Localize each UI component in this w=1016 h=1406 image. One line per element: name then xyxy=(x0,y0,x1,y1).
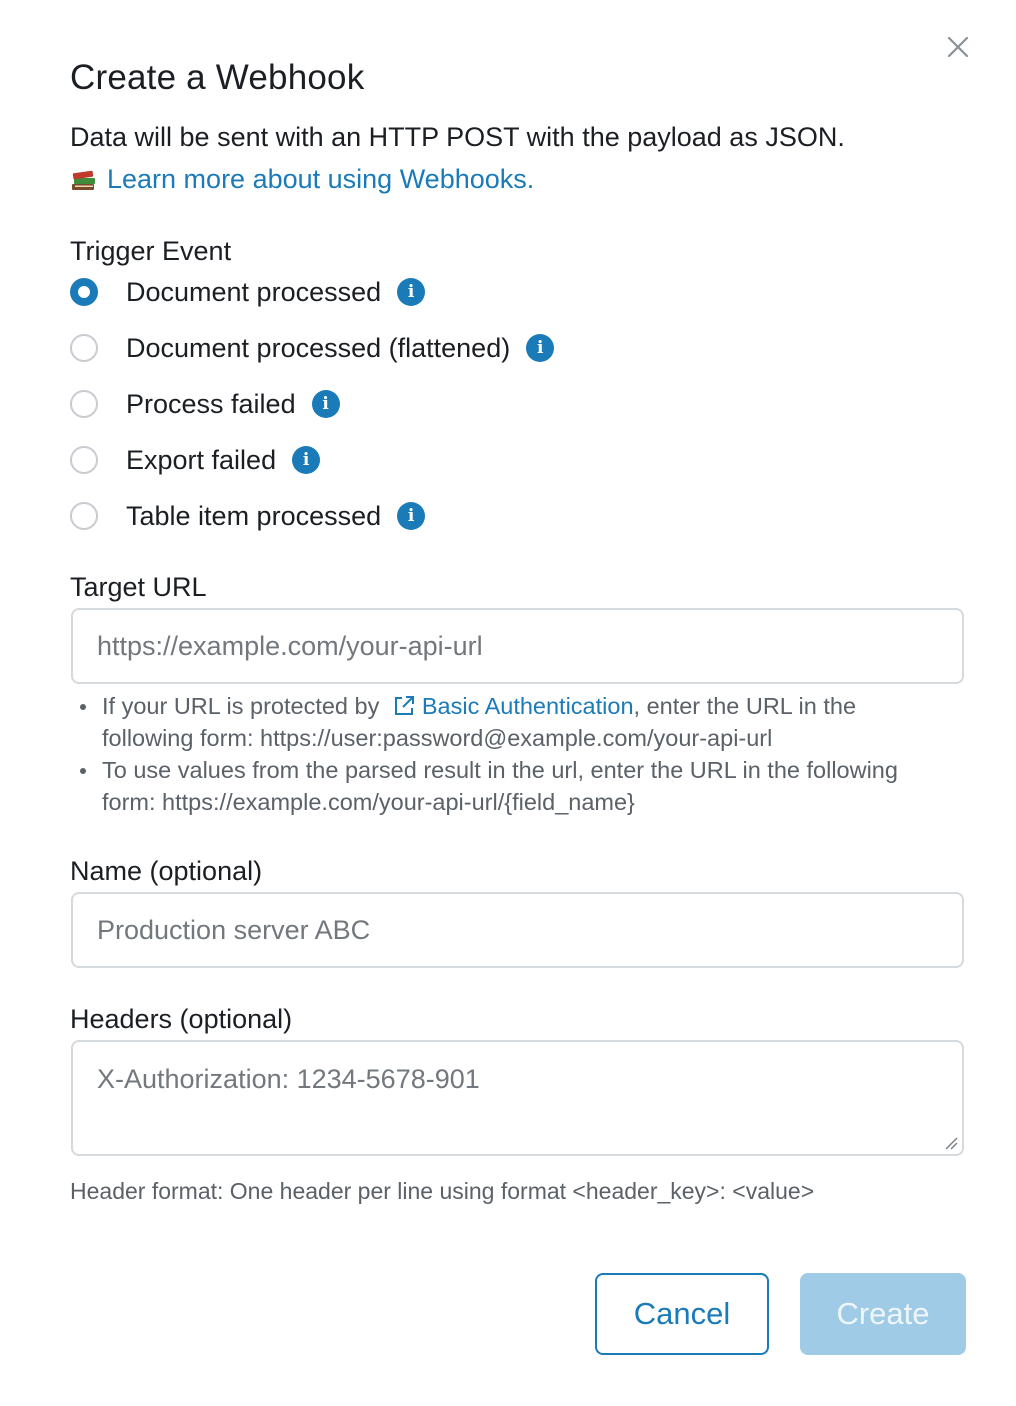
trigger-option-table-item-processed[interactable] xyxy=(70,499,425,533)
hint-text: , enter the URL in the following form: https://user:password@example.com/your-api-url xyxy=(102,693,857,751)
trigger-option-process-failed[interactable] xyxy=(70,387,340,421)
radio-button-checked[interactable] xyxy=(70,278,98,306)
trigger-option-label: Document processed (flattened) xyxy=(126,332,511,363)
trigger-option-label: Process failed xyxy=(126,388,296,419)
hint-text: To use values from the parsed result in the url, enter the URL in the following form: https://example.com/your-api-url/{field_name} xyxy=(102,757,898,815)
name-label: Name (optional) xyxy=(70,856,263,886)
hint-field-values xyxy=(80,754,940,818)
name-placeholder: Production server ABC xyxy=(97,914,371,945)
headers-label: Headers (optional) xyxy=(70,1004,293,1034)
name-input[interactable] xyxy=(71,892,964,968)
headers-placeholder: X-Authorization: 1234-5678-901 xyxy=(97,1064,480,1094)
create-button[interactable]: Create xyxy=(800,1273,966,1355)
basic-authentication-link[interactable]: Basic Authentication xyxy=(421,693,634,719)
radio-button[interactable] xyxy=(70,334,98,362)
info-icon[interactable]: i xyxy=(397,278,425,306)
headers-textarea[interactable] xyxy=(71,1040,964,1156)
trigger-option-label: Table item processed xyxy=(126,500,382,531)
cancel-button[interactable]: Cancel xyxy=(595,1273,769,1355)
trigger-event-label: Trigger Event xyxy=(70,236,232,266)
hint-text: If your URL is protected by xyxy=(102,693,380,719)
trigger-option-label: Document processed xyxy=(126,276,382,307)
target-url-input[interactable] xyxy=(71,608,964,684)
hint-basic-auth xyxy=(80,690,940,754)
learn-more-row xyxy=(70,164,534,195)
info-icon[interactable]: i xyxy=(292,446,320,474)
info-icon[interactable]: i xyxy=(312,390,340,418)
dialog-description: Data will be sent with an HTTP POST with the payload as JSON. xyxy=(70,122,845,152)
trigger-option-document-processed[interactable] xyxy=(70,275,425,309)
target-url-label: Target URL xyxy=(70,572,207,602)
resize-handle-icon[interactable] xyxy=(944,1136,958,1150)
headers-help-text: Header format: One header per line using format <header_key>: <value> xyxy=(70,1178,815,1204)
trigger-option-document-processed-flattened[interactable] xyxy=(70,331,554,365)
close-icon[interactable] xyxy=(944,33,972,61)
external-link-icon xyxy=(392,694,416,718)
target-url-placeholder: https://example.com/your-api-url xyxy=(97,630,483,661)
target-url-hints xyxy=(80,690,940,818)
trigger-option-export-failed[interactable] xyxy=(70,443,320,477)
radio-button[interactable] xyxy=(70,502,98,530)
learn-more-link[interactable]: Learn more about using Webhooks. xyxy=(107,164,535,194)
books-icon xyxy=(70,167,98,193)
info-icon[interactable]: i xyxy=(526,334,554,362)
radio-button[interactable] xyxy=(70,390,98,418)
radio-button[interactable] xyxy=(70,446,98,474)
trigger-option-label: Export failed xyxy=(126,444,277,475)
info-icon[interactable]: i xyxy=(397,502,425,530)
dialog-title: Create a Webhook xyxy=(70,58,365,97)
